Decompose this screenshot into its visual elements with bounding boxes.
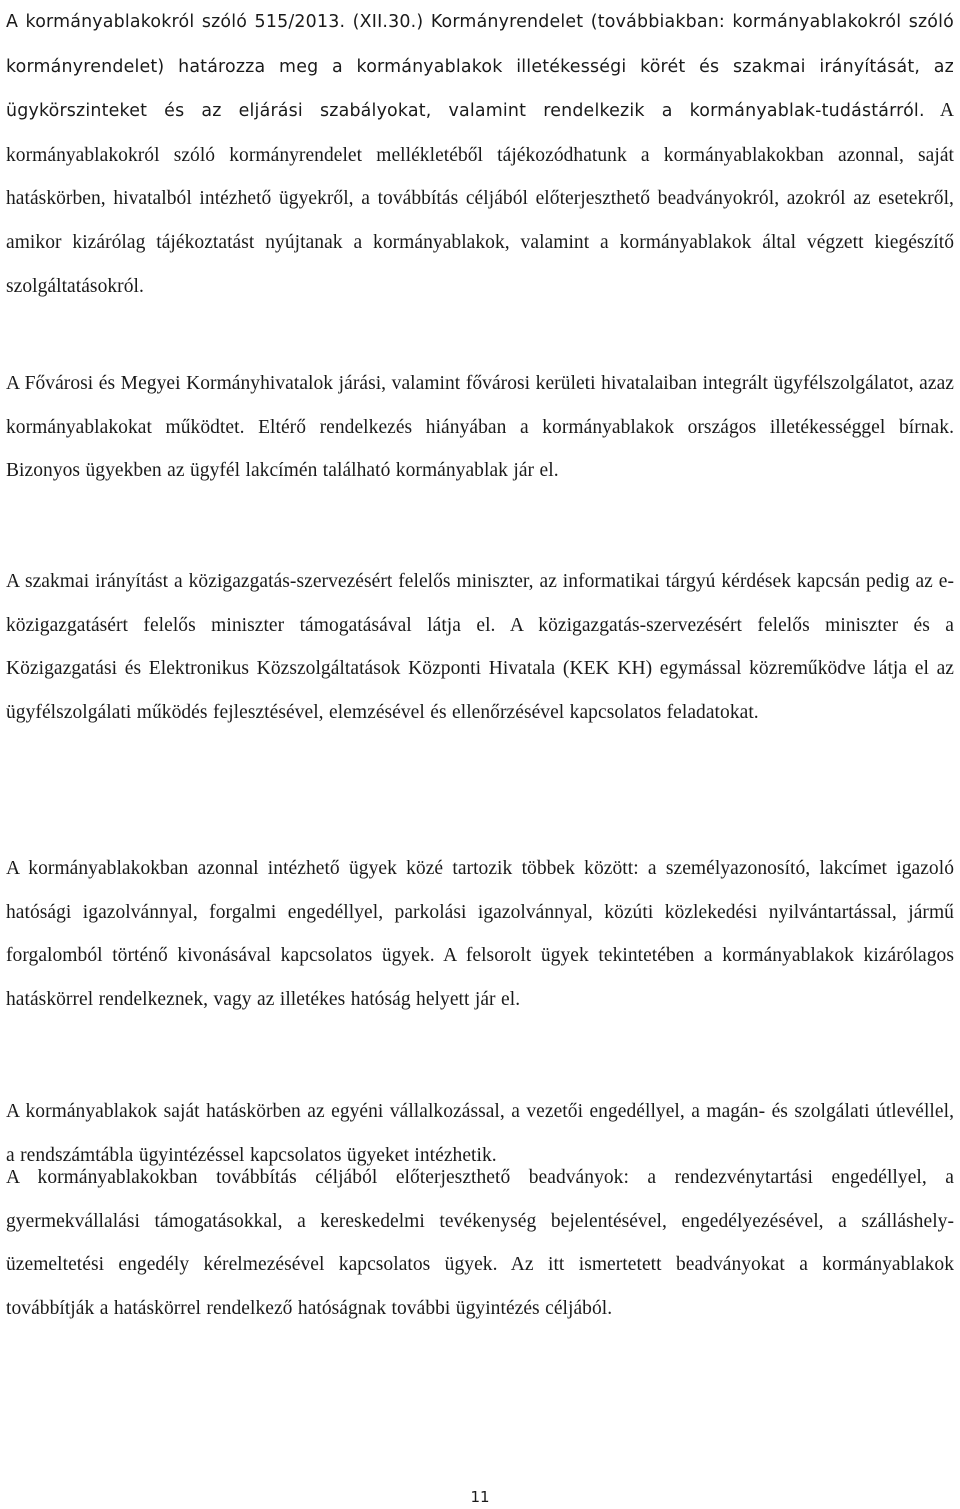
paragraph-1-rest: A kormányablakokról szóló kormányrendelet mellékletéből tájékozódhatunk a kormányablakokban azonnal, saját hatáskörben, hivatalból intézhető ügyekről, a továbbítás céljából előterjeszthető beadványokról, azokról az esetekről, amikor kizárólag tájékoztatást nyújtanak a kormányablakok, valamint a kormányablakok által végzett kiegészítő szolgáltatásokról. — [6, 100, 954, 297]
paragraph-5: A kormányablakok saját hatáskörben az egyéni vállalkozással, a vezetői engedéllyel, a magán- és szolgálati útlevéllel, a rendszámtábla ügyintézéssel kapcsolatos ügyeket intézhetik. — [6, 1101, 954, 1166]
page-number: 11 — [470, 1488, 490, 1506]
paragraph-3: A szakmai irányítást a közigazgatás-szervezésért felelős miniszter, az informatikai tárgyú kérdések kapcsán pedig az e-közigazgatásért felelős miniszter támogatásával látja el. A közigazgatás-szervezésért felelős miniszter és a Közigazgatási és Elektronikus Közszolgáltatások Központi Hivatala (KEK KH) egymással közreműködve látja el az ügyfélszolgálati működés fejlesztésével, elemzésével és ellenőrzésével kapcsolatos feladatokat. — [6, 571, 954, 723]
paragraph-4: A kormányablakokban azonnal intézhető ügyek közé tartozik többek között: a személyazonosító, lakcímet igazoló hatósági igazolvánnyal, forgalmi engedéllyel, parkolási igazolvánnyal, közúti közlekedési nyilvántartással, jármű forgalomból történő kivonásával kapcsolatos ügyek. A felsorolt ügyek tekintetében a kormányablakok kizárólagos hatáskörrel rendelkeznek, vagy az illetékes hatóság helyett jár el. — [6, 858, 954, 1010]
paragraph-1 — [6, 0, 954, 308]
paragraph-6: A kormányablakokban továbbítás céljából előterjeszthető beadványok: a rendezvénytartási engedéllyel, a gyermekvállalási támogatásokkal, a kereskedelmi tevékenység bejelentésével, engedélyezésével, a szálláshely-üzemeltetési engedély kérelmezésével kapcsolatos ügyek. Az itt ismertetett beadványokat a kormányablakok továbbítják a hatáskörrel rendelkező hatóságnak további ügyintézés céljából. — [6, 1167, 954, 1319]
paragraph-2: A Fővárosi és Megyei Kormányhivatalok járási, valamint fővárosi kerületi hivatalaiban integrált ügyfélszolgálatot, azaz kormányablakokat működtet. Eltérő rendelkezés hiányában a kormányablakok országos illetékességgel bírnak. Bizonyos ügyekben az ügyfél lakcímén található kormányablak jár el. — [6, 373, 954, 482]
paragraph-1-lead: A kormányablakokról szóló 515/2013. (XII.30.) Kormányrendelet (továbbiakban: kormányablakokról szóló kormányrendelet) határozza meg a kormányablakok illetékességi körét és szakmai irányítását, az ügykörszinteket és az eljárási szabályokat, valamint rendelkezik a kormányablak-tudástárról. — [6, 12, 954, 122]
